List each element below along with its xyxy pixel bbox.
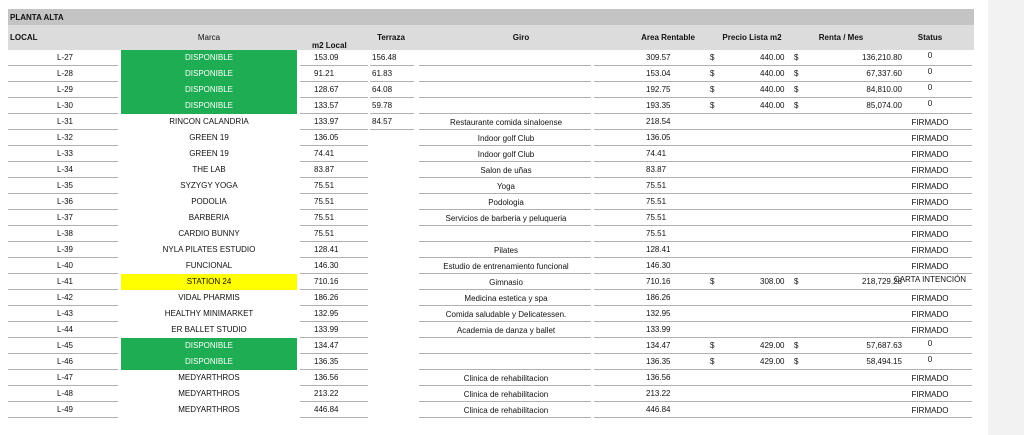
cell-terraza: 61.83 bbox=[372, 69, 393, 78]
cell-m2-local: 213.22 bbox=[314, 389, 339, 398]
cell-status: FIRMADO bbox=[911, 294, 949, 303]
cell-m2-local: 133.57 bbox=[314, 101, 339, 110]
cell-local: L-34 bbox=[56, 165, 74, 174]
cell-m2-local: 136.35 bbox=[314, 357, 339, 366]
row-divider bbox=[594, 417, 972, 418]
cell-status: 0 bbox=[927, 83, 933, 92]
cell-giro: Pilates bbox=[493, 246, 519, 255]
cell-marca-text: THE LAB bbox=[192, 165, 226, 174]
cell-precio-lista: 429.00 bbox=[760, 341, 785, 350]
cell-m2-local: 83.87 bbox=[314, 165, 335, 174]
cell-marca-text: DISPONIBLE bbox=[184, 85, 233, 94]
cell-status: CARTA INTENCIÓN bbox=[893, 275, 967, 284]
cell-status: FIRMADO bbox=[911, 246, 949, 255]
cell-area-rentable: 218.54 bbox=[646, 117, 671, 126]
cell-giro: Servicios de barberia y peluqueria bbox=[445, 214, 567, 223]
cell-marca-text: ER BALLET STUDIO bbox=[171, 325, 247, 334]
currency-symbol: $ bbox=[710, 101, 715, 110]
cell-giro: Salon de uñas bbox=[480, 166, 532, 175]
cell-m2-local: 75.51 bbox=[314, 213, 335, 222]
header-giro: Giro bbox=[512, 33, 530, 42]
cell-area-rentable: 153.04 bbox=[646, 69, 671, 78]
cell-marca-text: CARDIO BUNNY bbox=[178, 229, 240, 238]
cell-area-rentable: 213.22 bbox=[646, 389, 671, 398]
cell-status: FIRMADO bbox=[911, 150, 949, 159]
table-row bbox=[8, 338, 974, 354]
cell-local: L-48 bbox=[56, 389, 74, 398]
cell-giro: Podologia bbox=[488, 198, 524, 207]
cell-m2-local: 134.47 bbox=[314, 341, 339, 350]
table-row bbox=[8, 258, 974, 274]
cell-marca bbox=[121, 210, 297, 226]
cell-status: FIRMADO bbox=[911, 374, 949, 383]
cell-area-rentable: 132.95 bbox=[646, 309, 671, 318]
cell-local: L-42 bbox=[56, 293, 74, 302]
cell-terraza: 156.48 bbox=[372, 53, 397, 62]
cell-giro: Estudio de entrenamiento funcional bbox=[443, 262, 569, 271]
cell-area-rentable: 193.35 bbox=[646, 101, 671, 110]
cell-local: L-28 bbox=[56, 69, 74, 78]
cell-giro: Comida saludable y Delicatessen. bbox=[445, 310, 567, 319]
cell-area-rentable: 309.57 bbox=[646, 53, 671, 62]
header-precio-lista: Precio Lista m2 bbox=[722, 33, 782, 42]
cell-m2-local: 133.99 bbox=[314, 325, 339, 334]
currency-symbol: $ bbox=[710, 53, 715, 62]
cell-area-rentable: 128.41 bbox=[646, 245, 671, 254]
currency-symbol: $ bbox=[710, 277, 715, 286]
cell-giro: Restaurante comida sinaloense bbox=[449, 118, 563, 127]
table-row bbox=[8, 162, 974, 178]
cell-local: L-37 bbox=[56, 213, 74, 222]
table-row bbox=[8, 178, 974, 194]
cell-marca bbox=[121, 114, 297, 130]
cell-marca-text: RINCON CALANDRIA bbox=[169, 117, 249, 126]
cell-m2-local: 146.30 bbox=[314, 261, 339, 270]
cell-marca bbox=[121, 258, 297, 274]
cell-marca-text: FUNCIONAL bbox=[185, 261, 233, 270]
cell-m2-local: 75.51 bbox=[314, 229, 335, 238]
cell-local: L-46 bbox=[56, 357, 74, 366]
currency-symbol: $ bbox=[710, 341, 715, 350]
header-m2-local: m2 Local bbox=[312, 41, 347, 50]
cell-renta-mes: 57,687.63 bbox=[866, 341, 902, 350]
cell-renta-mes: 84,810.00 bbox=[866, 85, 902, 94]
cell-area-rentable: 146.30 bbox=[646, 261, 671, 270]
cell-marca-text: HEALTHY MINIMARKET bbox=[164, 309, 254, 318]
cell-m2-local: 136.56 bbox=[314, 373, 339, 382]
cell-local: L-33 bbox=[56, 149, 74, 158]
cell-marca bbox=[121, 354, 297, 370]
table-row bbox=[8, 82, 974, 98]
currency-symbol: $ bbox=[794, 341, 799, 350]
cell-marca bbox=[121, 322, 297, 338]
cell-m2-local: 75.51 bbox=[314, 197, 335, 206]
cell-marca bbox=[121, 370, 297, 386]
cell-status: FIRMADO bbox=[911, 390, 949, 399]
cell-giro: Gimnasio bbox=[489, 278, 523, 287]
cell-area-rentable: 446.84 bbox=[646, 405, 671, 414]
cell-renta-mes: 58,494.15 bbox=[866, 357, 902, 366]
cell-local: L-49 bbox=[56, 405, 74, 414]
currency-symbol: $ bbox=[794, 85, 799, 94]
cell-precio-lista: 429.00 bbox=[760, 357, 785, 366]
cell-area-rentable: 136.56 bbox=[646, 373, 671, 382]
cell-marca bbox=[121, 50, 297, 66]
cell-marca-text: STATION 24 bbox=[186, 277, 232, 286]
cell-status: FIRMADO bbox=[911, 166, 949, 175]
cell-local: L-29 bbox=[56, 85, 74, 94]
cell-giro: Indoor golf Club bbox=[477, 150, 535, 159]
cell-status: 0 bbox=[927, 67, 933, 76]
header-terraza: Terraza bbox=[377, 33, 405, 42]
table-row bbox=[8, 130, 974, 146]
cell-area-rentable: 75.51 bbox=[646, 197, 667, 206]
cell-m2-local: 128.67 bbox=[314, 85, 339, 94]
cell-renta-mes: 85,074.00 bbox=[866, 101, 902, 110]
cell-giro: Indoor golf Club bbox=[477, 134, 535, 143]
cell-marca-text: MEDYARTHROS bbox=[178, 389, 240, 398]
header-status: Status bbox=[917, 33, 943, 42]
cell-status: FIRMADO bbox=[911, 198, 949, 207]
cell-giro: Yoga bbox=[497, 182, 515, 191]
row-divider bbox=[300, 417, 368, 418]
cell-area-rentable: 133.99 bbox=[646, 325, 671, 334]
cell-m2-local: 75.51 bbox=[314, 181, 335, 190]
cell-marca-text: NYLA PILATES ESTUDIO bbox=[162, 245, 256, 254]
cell-marca bbox=[121, 162, 297, 178]
cell-m2-local: 153.09 bbox=[314, 53, 339, 62]
cell-area-rentable: 186.26 bbox=[646, 293, 671, 302]
currency-symbol: $ bbox=[794, 53, 799, 62]
cell-marca-text: SYZYGY YOGA bbox=[180, 181, 238, 190]
cell-giro: Clinica de rehabilitacion bbox=[463, 406, 549, 415]
cell-local: L-44 bbox=[56, 325, 74, 334]
cell-local: L-30 bbox=[56, 101, 74, 110]
cell-giro: Clinica de rehabilitacion bbox=[463, 390, 549, 399]
cell-area-rentable: 75.51 bbox=[646, 229, 667, 238]
currency-symbol: $ bbox=[710, 85, 715, 94]
cell-area-rentable: 710.16 bbox=[646, 277, 671, 286]
cell-local: L-31 bbox=[56, 117, 74, 126]
header-marca: Marca bbox=[197, 33, 221, 42]
cell-area-rentable: 75.51 bbox=[646, 181, 667, 190]
cell-marca-text: GREEN 19 bbox=[189, 133, 229, 142]
cell-area-rentable: 134.47 bbox=[646, 341, 671, 350]
cell-local: L-27 bbox=[56, 53, 74, 62]
table-row bbox=[8, 226, 974, 242]
table-row bbox=[8, 290, 974, 306]
cell-area-rentable: 75.51 bbox=[646, 213, 667, 222]
cell-precio-lista: 440.00 bbox=[760, 69, 785, 78]
cell-marca bbox=[121, 402, 297, 418]
table-row bbox=[8, 194, 974, 210]
cell-status: FIRMADO bbox=[911, 406, 949, 415]
cell-m2-local: 186.26 bbox=[314, 293, 339, 302]
table-row bbox=[8, 402, 974, 418]
cell-marca-text: BARBERIA bbox=[188, 213, 230, 222]
currency-symbol: $ bbox=[794, 69, 799, 78]
cell-area-rentable: 136.35 bbox=[646, 357, 671, 366]
cell-status: FIRMADO bbox=[911, 326, 949, 335]
cell-area-rentable: 192.75 bbox=[646, 85, 671, 94]
currency-symbol: $ bbox=[794, 101, 799, 110]
cell-marca bbox=[121, 306, 297, 322]
header-area-rentable: Area Rentable bbox=[641, 33, 695, 42]
cell-giro: Clinica de rehabilitacion bbox=[463, 374, 549, 383]
cell-renta-mes: 218,729.28 bbox=[861, 277, 902, 286]
cell-m2-local: 133.97 bbox=[314, 117, 339, 126]
table-row bbox=[8, 306, 974, 322]
cell-local: L-39 bbox=[56, 245, 74, 254]
cell-marca bbox=[121, 146, 297, 162]
cell-status: 0 bbox=[927, 355, 933, 364]
currency-symbol: $ bbox=[710, 69, 715, 78]
table-row bbox=[8, 274, 974, 290]
cell-marca bbox=[121, 66, 297, 82]
cell-status: FIRMADO bbox=[911, 230, 949, 239]
cell-status: FIRMADO bbox=[911, 214, 949, 223]
cell-marca bbox=[121, 242, 297, 258]
cell-precio-lista: 440.00 bbox=[760, 101, 785, 110]
sheet-title: PLANTA ALTA bbox=[8, 9, 974, 25]
cell-area-rentable: 83.87 bbox=[646, 165, 667, 174]
cell-marca-text: VIDAL PHARMIS bbox=[178, 293, 240, 302]
cell-local: L-43 bbox=[56, 309, 74, 318]
cell-local: L-47 bbox=[56, 373, 74, 382]
cell-marca bbox=[121, 82, 297, 98]
table-row bbox=[8, 370, 974, 386]
cell-status: 0 bbox=[927, 51, 933, 60]
row-divider bbox=[419, 417, 591, 418]
table-row bbox=[8, 66, 974, 82]
cell-m2-local: 128.41 bbox=[314, 245, 339, 254]
cell-marca bbox=[121, 338, 297, 354]
table-row bbox=[8, 242, 974, 258]
cell-area-rentable: 74.41 bbox=[646, 149, 667, 158]
cell-status: FIRMADO bbox=[911, 118, 949, 127]
cell-local: L-32 bbox=[56, 133, 74, 142]
cell-local: L-40 bbox=[56, 261, 74, 270]
table-row bbox=[8, 322, 974, 338]
cell-terraza: 59.78 bbox=[372, 101, 393, 110]
cell-status: 0 bbox=[927, 99, 933, 108]
cell-terraza: 64.08 bbox=[372, 85, 393, 94]
cell-m2-local: 446.84 bbox=[314, 405, 339, 414]
cell-renta-mes: 67,337.60 bbox=[866, 69, 902, 78]
cell-local: L-41 bbox=[56, 277, 74, 286]
cell-marca bbox=[121, 386, 297, 402]
cell-status: FIRMADO bbox=[911, 182, 949, 191]
cell-marca-text: PODOLIA bbox=[191, 197, 227, 206]
header-renta-mes: Renta / Mes bbox=[818, 33, 864, 42]
table-row bbox=[8, 386, 974, 402]
cell-marca-text: DISPONIBLE bbox=[184, 53, 233, 62]
cell-marca bbox=[121, 130, 297, 146]
cell-marca bbox=[121, 226, 297, 242]
cell-marca bbox=[121, 290, 297, 306]
cell-giro: Medicina estetica y spa bbox=[464, 294, 548, 303]
cell-marca bbox=[121, 98, 297, 114]
cell-marca-text: GREEN 19 bbox=[189, 149, 229, 158]
row-divider bbox=[8, 417, 118, 418]
table-header bbox=[8, 25, 974, 50]
cell-m2-local: 132.95 bbox=[314, 309, 339, 318]
cell-terraza: 84.57 bbox=[372, 117, 393, 126]
cell-marca-text: MEDYARTHROS bbox=[178, 373, 240, 382]
cell-precio-lista: 308.00 bbox=[760, 277, 785, 286]
cell-marca-text: DISPONIBLE bbox=[184, 357, 233, 366]
cell-m2-local: 74.41 bbox=[314, 149, 335, 158]
cell-m2-local: 91.21 bbox=[314, 69, 335, 78]
table-row bbox=[8, 114, 974, 130]
cell-marca-text: DISPONIBLE bbox=[184, 341, 233, 350]
cell-area-rentable: 136.05 bbox=[646, 133, 671, 142]
cell-renta-mes: 136,210.80 bbox=[861, 53, 902, 62]
currency-symbol: $ bbox=[794, 277, 799, 286]
cell-local: L-36 bbox=[56, 197, 74, 206]
table-row bbox=[8, 50, 974, 66]
cell-status: FIRMADO bbox=[911, 310, 949, 319]
cell-status: FIRMADO bbox=[911, 262, 949, 271]
cell-m2-local: 710.16 bbox=[314, 277, 339, 286]
cell-marca-text: MEDYARTHROS bbox=[178, 405, 240, 414]
cell-marca bbox=[121, 194, 297, 210]
cell-marca-text: DISPONIBLE bbox=[184, 69, 233, 78]
table-row bbox=[8, 210, 974, 226]
table-row bbox=[8, 98, 974, 114]
cell-status: 0 bbox=[927, 339, 933, 348]
cell-marca bbox=[121, 178, 297, 194]
table-row bbox=[8, 146, 974, 162]
cell-local: L-35 bbox=[56, 181, 74, 190]
cell-marca bbox=[121, 274, 297, 290]
cell-giro: Academia de danza y ballet bbox=[456, 326, 556, 335]
cell-marca-text: DISPONIBLE bbox=[184, 101, 233, 110]
currency-symbol: $ bbox=[794, 357, 799, 366]
currency-symbol: $ bbox=[710, 357, 715, 366]
header-local: LOCAL bbox=[10, 33, 38, 42]
cell-local: L-38 bbox=[56, 229, 74, 238]
cell-status: FIRMADO bbox=[911, 134, 949, 143]
cell-precio-lista: 440.00 bbox=[760, 53, 785, 62]
cell-m2-local: 136.05 bbox=[314, 133, 339, 142]
cell-precio-lista: 440.00 bbox=[760, 85, 785, 94]
table-row bbox=[8, 354, 974, 370]
cell-local: L-45 bbox=[56, 341, 74, 350]
